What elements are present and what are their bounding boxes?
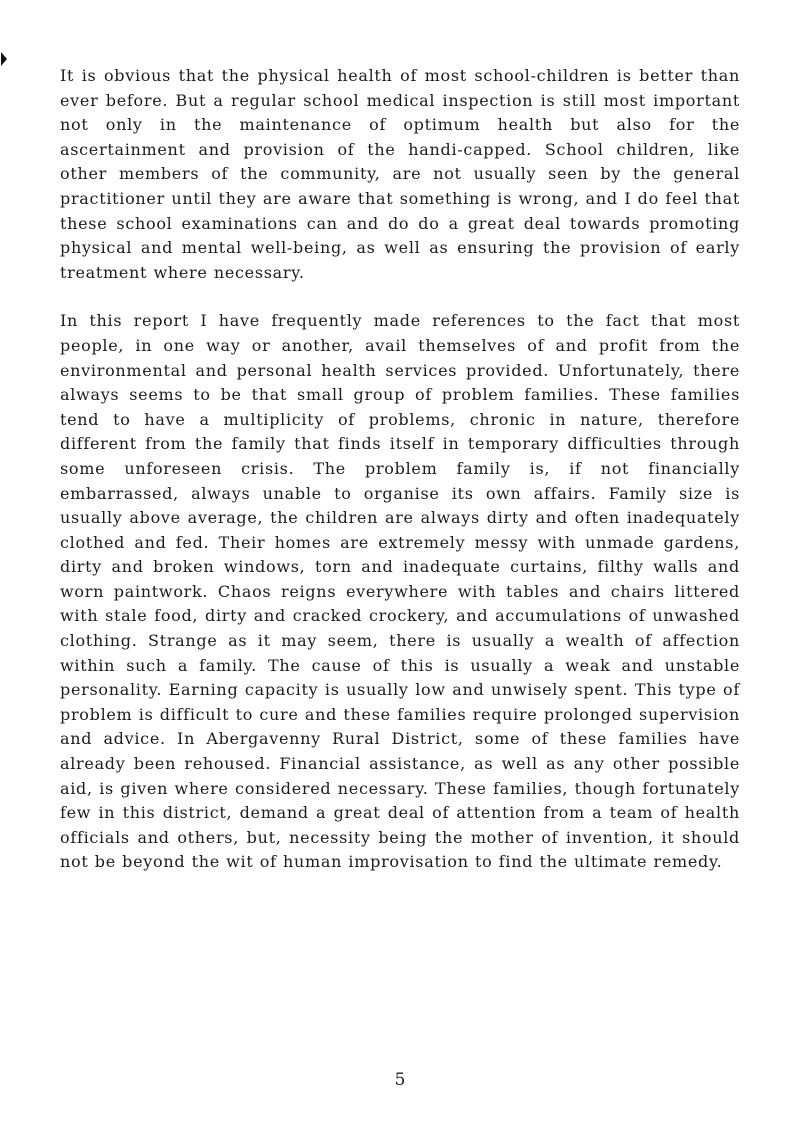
paragraph-1: It is obvious that the physical health of most school-children is better than ever before. But a regular school medical inspection is still most important not only in the maintenance of optimum health but also for the ascertainment and provision of the handi-capped. School children, like other members of the community, are not usually seen by the general practitioner until they are aware that something is wrong, and I do feel that these school examinations can and do do a great deal towards promoting physical and mental well-being, as well as ensuring the provision of early treatment where necessary. xyxy=(60,66,740,282)
page-number: 5 xyxy=(394,1070,406,1090)
body-text xyxy=(60,64,740,875)
margin-mark xyxy=(1,52,7,66)
paragraph-2: In this report I have frequently made references to the fact that most people, in one way or another, avail themselves of and profit from the environmental and personal health services provided. Unfortunately, there always seems to be that small group of problem families. These families tend to have a multiplicity of problems, chronic in nature, therefore different from the family that finds itself in temporary difficulties through some unforeseen crisis. The problem family is, if not financially embarrassed, always unable to organise its own affairs. Family size is usually above average, the children are always dirty and often inadequately clothed and fed. Their homes are extremely messy with unmade gardens, dirty and broken windows, torn and inadequate curtains, filthy walls and worn paintwork. Chaos reigns everywhere with tables and chairs littered with stale food, dirty and cracked crockery, and accumulations of unwashed clothing. Strange as it may seem, there is usually a wealth of affection within such a family. The cause of this is usually a weak and unstable personality. Earning capacity is usually low and unwisely spent. This type of problem is difficult to cure and these families require prolonged supervision and advice. In Abergavenny Rural District, some of these families have already been rehoused. Financial assistance, as well as any other possible aid, is given where considered necessary. These families, though fortunately few in this district, demand a great deal of attention from a team of health officials and others, but, necessity being the mother of invention, it should not be beyond the wit of human improvisation to find the ultimate remedy. xyxy=(60,311,740,872)
